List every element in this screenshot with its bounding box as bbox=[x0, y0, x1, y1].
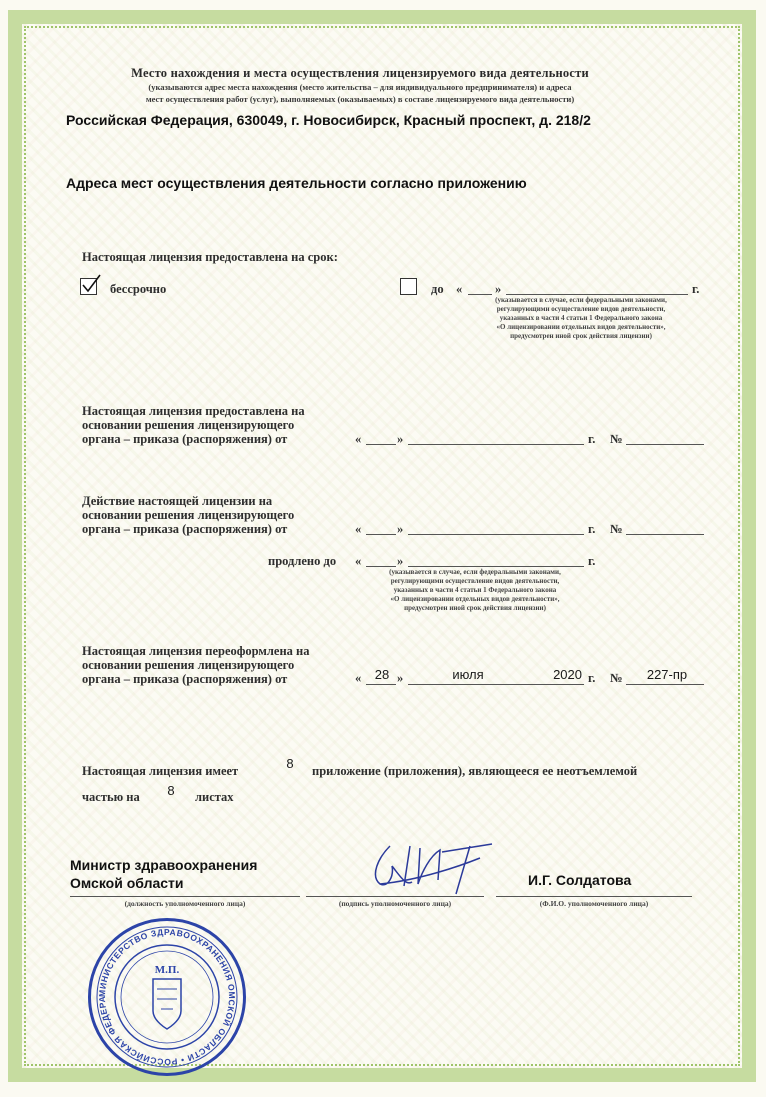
svg-text:МИНИСТЕРСТВО ЗДРАВООХРАНЕНИЯ О bbox=[91, 921, 237, 1067]
granted-text: Настоящая лицензия предоставлена на основании решения лицензирующего органа – приказа (распоряжения) от bbox=[82, 404, 305, 446]
extended-text: Действие настоящей лицензии на основании решения лицензирующего органа – приказа (распоряжения) от bbox=[82, 494, 295, 536]
extended-until-label: продлено до bbox=[268, 554, 337, 568]
signature-line bbox=[306, 896, 484, 897]
sheets-count: 8 bbox=[167, 783, 175, 798]
stamp-seal-icon bbox=[91, 921, 243, 1073]
indefinite-label: бессрочно bbox=[110, 282, 167, 296]
caption-position: (должность уполномоченного лица) bbox=[124, 899, 246, 908]
reissued-number-line bbox=[626, 684, 704, 685]
until-checkbox bbox=[400, 278, 417, 295]
extended-year-suffix: г. bbox=[588, 522, 596, 536]
granted-close-quote: » bbox=[397, 432, 404, 446]
granted-day-line bbox=[366, 444, 396, 445]
reissued-number-label: № bbox=[610, 671, 623, 685]
extended-number-label: № bbox=[610, 522, 623, 536]
until-open-quote: « bbox=[456, 282, 463, 296]
appendix-text-after: приложение (приложения), являющееся ее неотъемлемой bbox=[312, 764, 638, 778]
stamp-center-label: М.П. bbox=[154, 964, 180, 976]
reissued-day-line bbox=[366, 684, 396, 685]
until-label: до bbox=[431, 282, 444, 296]
reissued-number: 227-пр bbox=[646, 667, 688, 682]
location-note-line2: мест осуществления работ (услуг), выполняемых (оказываемых) в составе лицензируемого вида деятельности) bbox=[145, 94, 575, 104]
extended-open-quote: « bbox=[355, 522, 362, 536]
reissued-close-quote: » bbox=[397, 671, 404, 685]
reissued-day: 28 bbox=[374, 667, 390, 682]
granted-open-quote: « bbox=[355, 432, 362, 446]
reissued-text: Настоящая лицензия переоформлена на основании решения лицензирующего органа – приказа (распоряжения) от bbox=[82, 644, 310, 686]
granted-number-line bbox=[626, 444, 704, 445]
granted-year-suffix: г. bbox=[588, 432, 596, 446]
granted-date-line bbox=[408, 444, 584, 445]
reissued-open-quote: « bbox=[355, 671, 362, 685]
caption-name: (Ф.И.О. уполномоченного лица) bbox=[539, 899, 649, 908]
appendix-parts-label: частью на bbox=[82, 790, 140, 804]
granted-number-label: № bbox=[610, 432, 623, 446]
location-note-line1: (указываются адрес места нахождения (место жительства – для индивидуального предпринимателя) и адреса bbox=[148, 82, 572, 92]
reissued-year-suffix: г. bbox=[588, 671, 596, 685]
term-heading: Настоящая лицензия предоставлена на срок: bbox=[82, 250, 338, 264]
handwritten-signature bbox=[360, 836, 500, 896]
extended-day-line bbox=[366, 534, 396, 535]
reissued-date-line bbox=[408, 684, 584, 685]
extended-date-line bbox=[408, 534, 584, 535]
location-heading: Место нахождения и места осуществления лицензируемого вида деятельности bbox=[131, 66, 589, 80]
signatory-position: Министр здравоохранения Омской области bbox=[70, 857, 258, 891]
appendix-text-before: Настоящая лицензия имеет bbox=[82, 764, 239, 778]
signatory-name: И.Г. Солдатова bbox=[528, 872, 632, 888]
position-line bbox=[70, 896, 300, 897]
stamp-ring-text: МИНИСТЕРСТВО ЗДРАВООХРАНЕНИЯ ОМСКОЙ ОБЛАСТИ • РОССИЙСКАЯ ФЕДЕРА bbox=[96, 926, 238, 1068]
extended-until-open-quote: « bbox=[355, 554, 362, 568]
extended-until-day-line bbox=[366, 566, 396, 567]
until-day-line bbox=[468, 294, 492, 295]
official-stamp bbox=[88, 918, 246, 1076]
extended-number-line bbox=[626, 534, 704, 535]
check-mark-icon bbox=[80, 273, 102, 295]
appendix-count: 8 bbox=[286, 756, 294, 771]
caption-signature: (подпись уполномоченного лица) bbox=[338, 899, 452, 908]
until-date-line bbox=[506, 294, 688, 295]
extended-until-year-suffix: г. bbox=[588, 554, 596, 568]
until-close-quote: » bbox=[495, 282, 502, 296]
reissued-month: июля bbox=[452, 667, 484, 682]
address: Российская Федерация, 630049, г. Новосибирск, Красный проспект, д. 218/2 bbox=[66, 112, 591, 128]
name-line bbox=[496, 896, 692, 897]
addresses-note: Адреса мест осуществления деятельности согласно приложению bbox=[66, 175, 527, 191]
sheets-label: листах bbox=[195, 790, 234, 804]
term-note: (указывается в случае, если федеральными законами, регулирующими осуществление видов деятельности, указанных в части 4 статьи 1 Федерального закона «О лицензировании отдельных видов деятельности», предусмотрен иной срок действия лицензии) bbox=[495, 296, 667, 340]
extended-until-close-quote: » bbox=[397, 554, 404, 568]
extended-close-quote: » bbox=[397, 522, 404, 536]
extended-note: (указывается в случае, если федеральными законами, регулирующими осуществление видов деятельности, указанных в части 4 статьи 1 Федерального закона «О лицензировании отдельных видов деятельности», предусмотрен иной срок действия лицензии) bbox=[389, 568, 561, 612]
indefinite-checkbox bbox=[80, 278, 97, 295]
extended-until-date-line bbox=[408, 566, 584, 567]
until-year-suffix: г. bbox=[692, 282, 700, 296]
reissued-year: 2020 bbox=[553, 667, 582, 682]
